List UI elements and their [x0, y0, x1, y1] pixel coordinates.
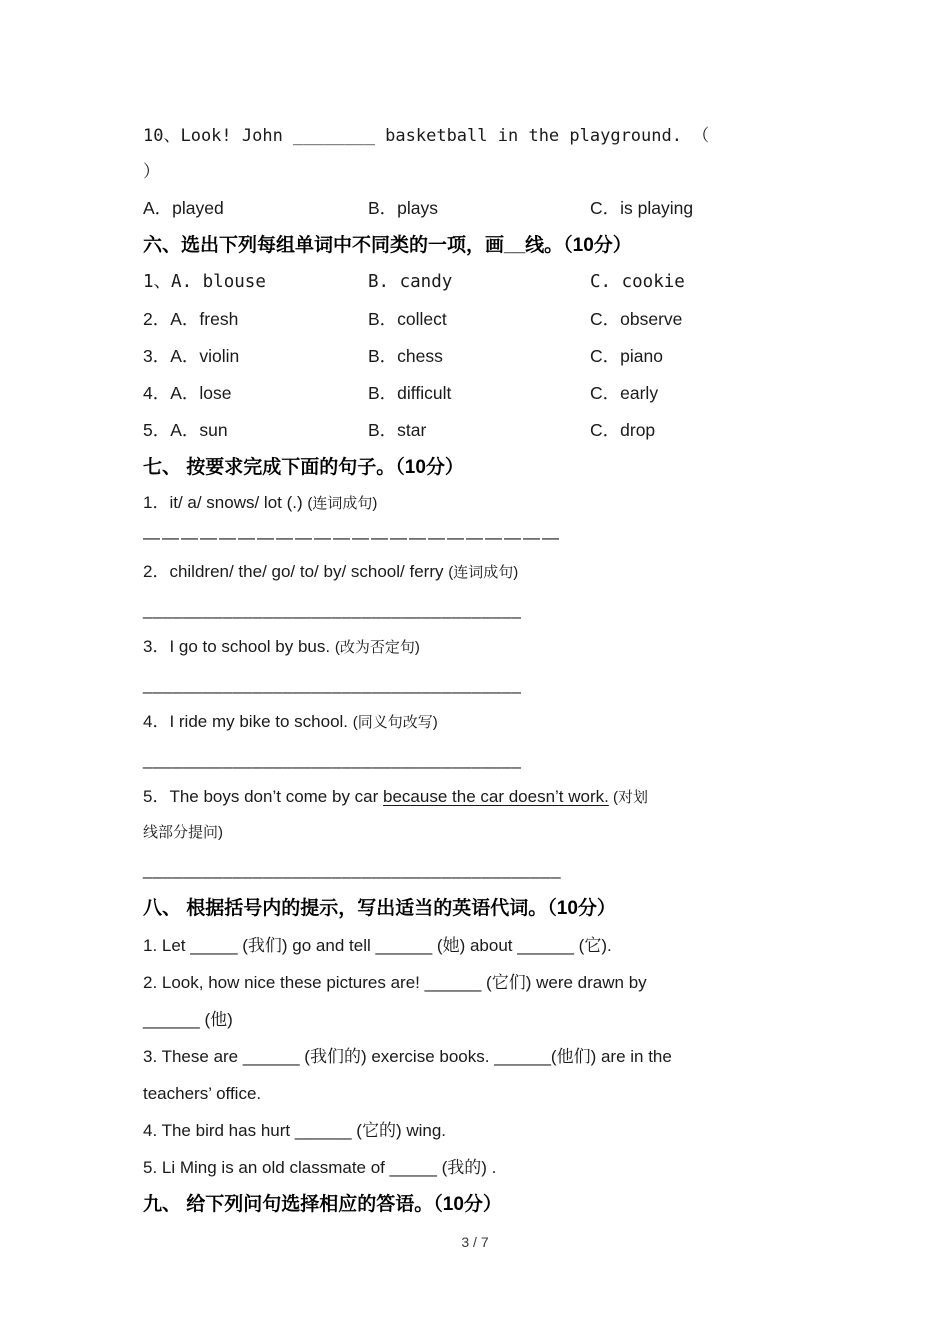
option-b: B．difficult [368, 383, 452, 403]
option-a: 3．A．violin [143, 346, 240, 366]
option-c: C．is playing [590, 198, 694, 218]
option-b: B．star [368, 420, 427, 440]
sentence-text: 5．The boys don’t come by car [143, 787, 384, 806]
option-a: 1、A. blouse [143, 272, 266, 292]
answer-line: __________________________________________ [143, 860, 562, 879]
answer-line: —————————————————————— [143, 528, 561, 547]
pronoun-item-3-wrap: teachers’ office. [143, 1084, 262, 1103]
instruction-hint: (连词成句) [307, 495, 378, 512]
option-a: A．played [143, 198, 224, 218]
answer-line: ______________________________________ [143, 675, 522, 694]
section-8-title: 八、 根据括号内的提示，写出适当的英语代词。（10分） [143, 898, 616, 919]
option-c: C．piano [590, 346, 663, 366]
option-c: C．early [590, 383, 659, 403]
option-b: B．chess [368, 346, 443, 366]
option-c: C．drop [590, 420, 656, 440]
option-c: C．observe [590, 309, 683, 329]
rewrite-item-4 [143, 705, 810, 740]
question-10-text: 10、Look! John ________ basketball in the playground. （ [143, 126, 710, 146]
instruction-hint-wrap: 线部分提问) [143, 824, 223, 841]
option-b: B．plays [368, 198, 439, 218]
sentence-text: 1．it/ a/ snows/ lot (.) [143, 493, 308, 512]
option-a: 5．A．sun [143, 420, 228, 440]
pronoun-item-2-wrap: ______ (他) [143, 1010, 233, 1029]
underlined-phrase: because the car doesn’t work. [383, 787, 609, 806]
instruction-hint: (连词成句) [448, 564, 519, 581]
question-10-paren: ） [143, 162, 160, 182]
rewrite-item-5 [143, 780, 810, 815]
pronoun-item-3: 3. These are ______ (我们的) exercise books. ______(他们) are in the [143, 1047, 672, 1066]
instruction-hint: (同义句改写) [352, 714, 438, 731]
rewrite-item-2 [143, 555, 810, 590]
section-7-title: 七、 按要求完成下面的句子。（10分） [143, 457, 464, 478]
sentence-text: 3．I go to school by bus. [143, 637, 335, 656]
rewrite-item-5-wrap [143, 815, 810, 850]
option-c: C. cookie [590, 272, 685, 292]
sentence-text: 4．I ride my bike to school. [143, 712, 353, 731]
pronoun-item-1: 1. Let _____ (我们) go and tell ______ (她) about ______ (它). [143, 936, 612, 955]
sentence-text: 2．children/ the/ go/ to/ by/ school/ ferry [143, 562, 449, 581]
page-number: 3 / 7 [461, 1234, 489, 1250]
option-a: 2．A．fresh [143, 309, 239, 329]
section-6-title: 六、选出下列每组单词中不同类的一项，画__线。（10分） [143, 235, 632, 256]
question-10-options [143, 190, 810, 227]
section-9-title: 九、 给下列问句选择相应的答语。（10分） [143, 1194, 502, 1215]
word-row [143, 375, 810, 412]
instruction-hint: (对划 [608, 789, 649, 806]
pronoun-item-4: 4. The bird has hurt ______ (它的) wing. [143, 1121, 447, 1140]
pronoun-item-2: 2. Look, how nice these pictures are! ______ (它们) were drawn by [143, 973, 647, 992]
answer-line: ______________________________________ [143, 750, 522, 769]
word-row [143, 264, 810, 301]
word-row [143, 301, 810, 338]
option-a: 4．A．lose [143, 383, 232, 403]
instruction-hint: (改为否定句) [334, 639, 420, 656]
rewrite-item-1 [143, 486, 810, 521]
option-b: B. candy [368, 272, 453, 292]
answer-line: ______________________________________ [143, 600, 522, 619]
option-b: B．collect [368, 309, 447, 329]
word-row [143, 412, 810, 449]
rewrite-item-3 [143, 630, 810, 665]
pronoun-item-5: 5. Li Ming is an old classmate of _____ (我的) . [143, 1158, 497, 1177]
word-row [143, 338, 810, 375]
